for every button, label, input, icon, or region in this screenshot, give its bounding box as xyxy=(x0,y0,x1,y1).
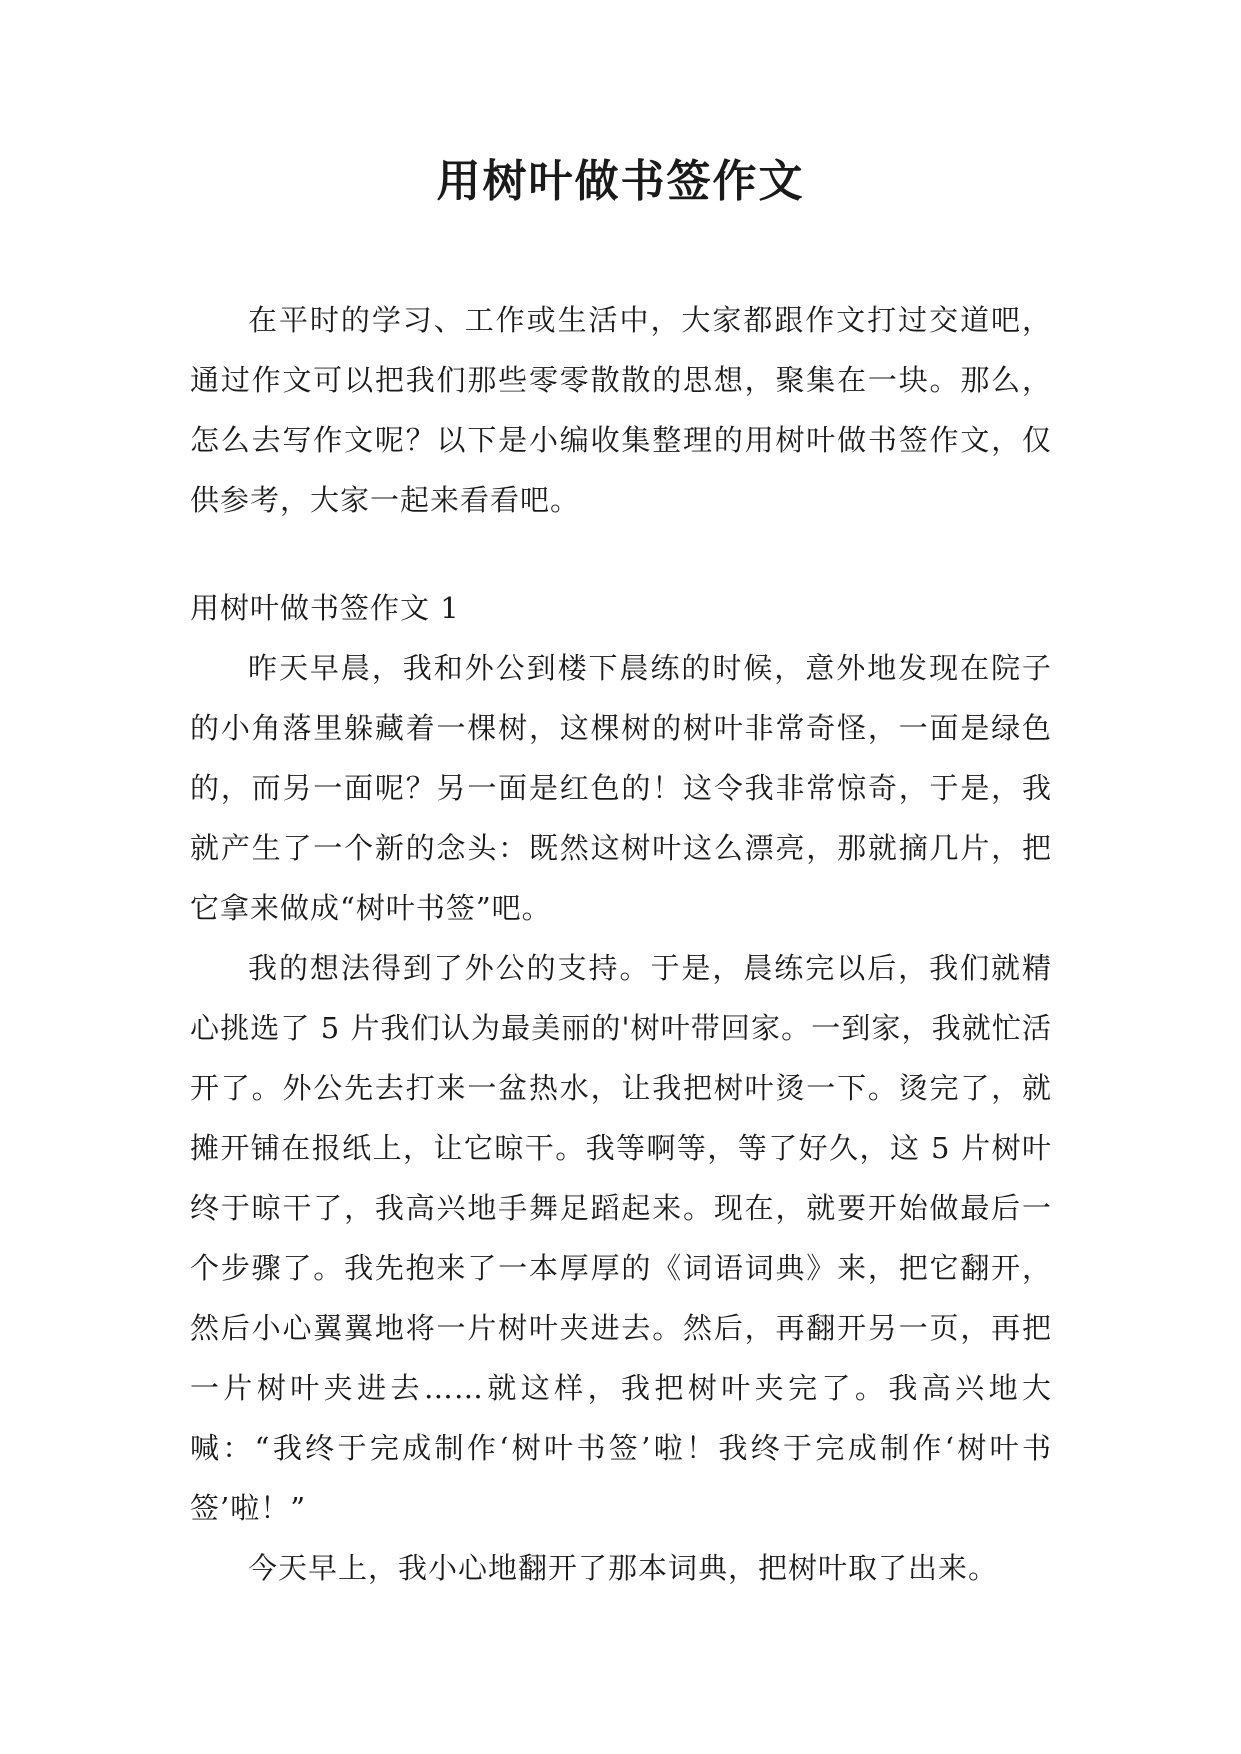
body-paragraph: 今天早上，我小心地翻开了那本词典，把树叶取了出来。 xyxy=(248,1551,999,1585)
intro-paragraph: 在平时的学习、工作或生活中，大家都跟作文打过交道吧，通过作文可以把我们那些零零散散的思想，聚集在一块。那么，怎么去写作文呢？以下是小编收集整理的用树叶做书签作文，仅供参考，大家一起来看看吧。 xyxy=(190,303,1052,517)
document-title: 用树叶做书签作文 xyxy=(436,156,805,207)
body-paragraph: 昨天早晨，我和外公到楼下晨练的时候，意外地发现在院子的小角落里躲藏着一棵树，这棵树的树叶非常奇怪，一面是绿色的，而另一面呢？另一面是红色的！这令我非常惊奇，于是，我就产生了一个新的念头：既然这树叶这么漂亮，那就摘几片，把它拿来做成“树叶书签”吧。 xyxy=(190,651,1052,925)
body-paragraph: 我的想法得到了外公的支持。于是，晨练完以后，我们就精心挑选了 5 片我们认为最美丽的'树叶带回家。一到家，我就忙活开了。外公先去打来一盆热水，让我把树叶烫一下。烫完了，就摊开铺在报纸上，让它晾干。我等啊等，等了好久，这 5 片树叶终于晾干了，我高兴地手舞足蹈起来。现在，就要开始做最后一个步骤了。我先抱来了一本厚厚的《词语词典》来，把它翻开，然后小心翼翼地将一片树叶夹进去。然后，再翻开另一页，再把一片树叶夹进去……就这样，我把树叶夹完了。我高兴地大喊：“我终于完成制作‘树叶书签’啦！我终于完成制作‘树叶书签’啦！” xyxy=(190,951,1052,1525)
section-heading: 用树叶做书签作文 1 xyxy=(190,591,460,625)
document-body xyxy=(190,290,1052,1598)
